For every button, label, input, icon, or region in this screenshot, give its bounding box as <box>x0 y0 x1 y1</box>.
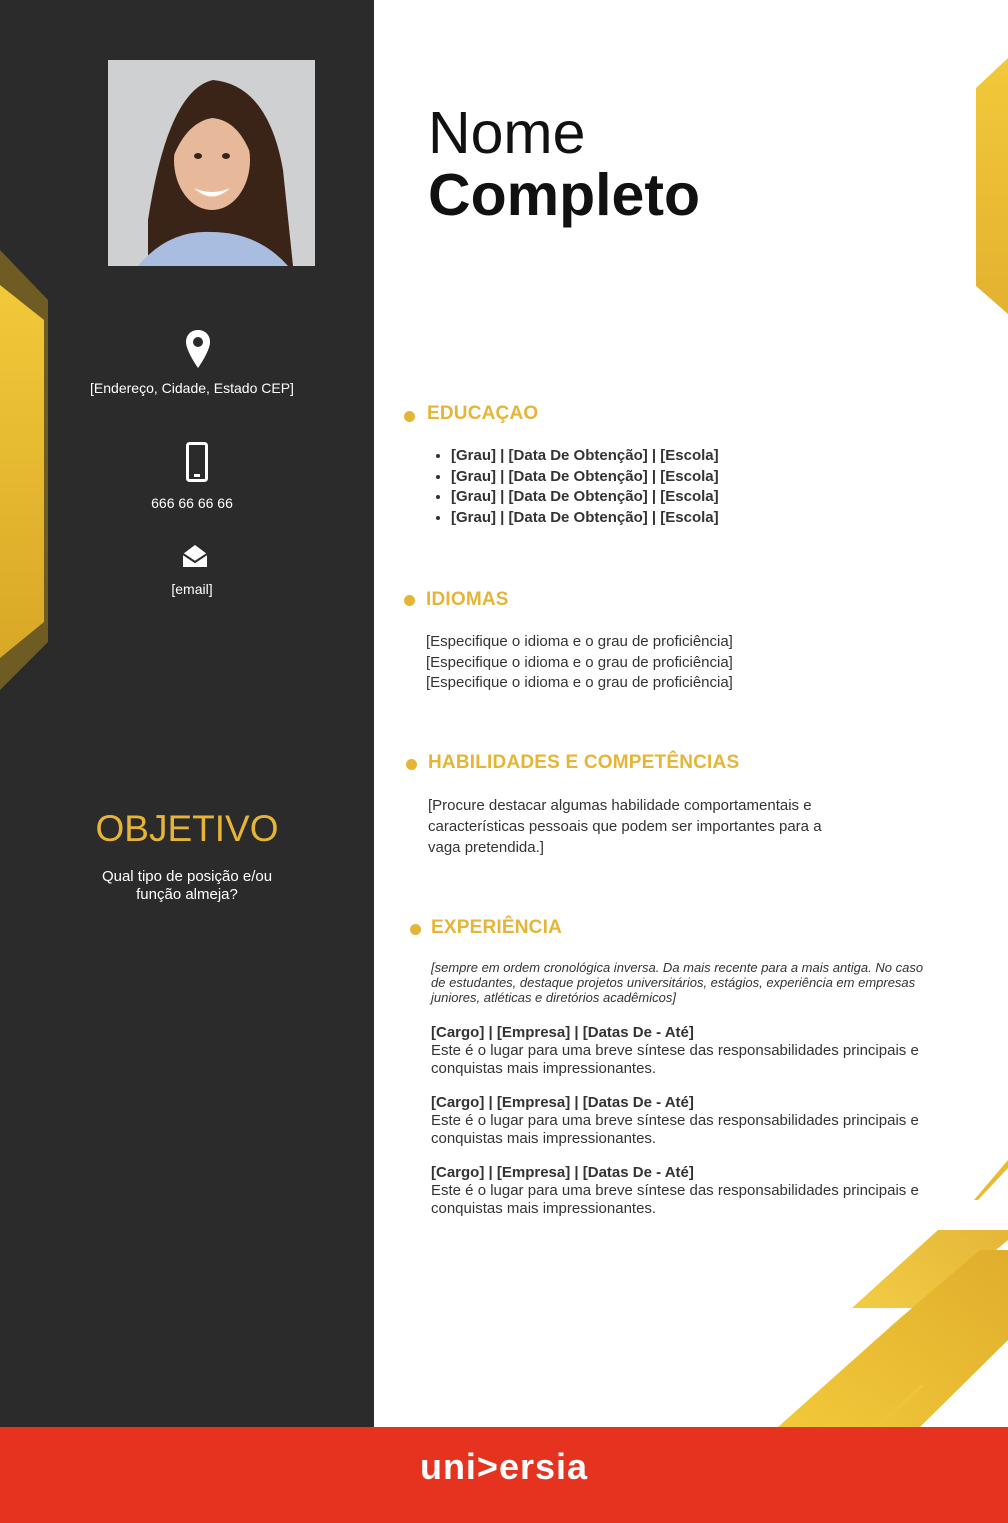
job-title: [Cargo] | [Empresa] | [Datas De - Até] <box>431 1164 694 1181</box>
languages-bullet <box>404 595 415 606</box>
right-top-decoration <box>976 58 1008 316</box>
language-item: [Especifique o idioma e o grau de proficiência] <box>426 674 733 691</box>
left-chevron-decoration <box>0 250 50 695</box>
experience-job <box>431 1094 931 1148</box>
education-item: • [Grau] | [Data De Obtenção] | [Escola] <box>451 508 719 529</box>
profile-photo <box>108 60 315 266</box>
job-description: Este é o lugar para uma breve síntese das responsabilidades principais e conquistas mais impressionantes. <box>431 1112 919 1147</box>
objective-title: OBJETIVO <box>95 808 279 849</box>
education-item: • [Grau] | [Data De Obtenção] | [Escola] <box>451 487 719 508</box>
language-item: [Especifique o idioma e o grau de proficiência] <box>426 653 733 671</box>
name-last: Completo <box>428 162 701 228</box>
education-bullet <box>404 411 415 422</box>
skills-text: [Procure destacar algumas habilidade comportamentais e características pessoais que podem ser importantes para a vaga pretendida.] <box>428 797 822 856</box>
name-first: Nome <box>428 100 586 166</box>
envelope-icon <box>182 544 208 568</box>
experience-intro: [sempre em ordem cronológica inversa. Da mais recente para a mais antiga. No caso de estudantes, destaque projetos universitários, estágios, experiência em empresas juniores, atléticas e diretórios acadêmicos] <box>431 960 924 1005</box>
contact-email: [email] <box>171 581 213 597</box>
location-pin-icon <box>186 330 210 370</box>
universia-logo[interactable]: uni>ersia <box>419 1446 589 1487</box>
phone-icon <box>186 442 208 482</box>
education-list <box>427 446 719 528</box>
education-title: EDUCAÇAO <box>427 403 539 424</box>
job-description: Este é o lugar para uma breve síntese das responsabilidades principais e conquistas mais impressionantes. <box>431 1042 919 1077</box>
contact-phone: 666 66 66 66 <box>151 495 233 511</box>
bottom-right-stripes-decoration <box>770 1160 1008 1427</box>
job-description: Este é o lugar para uma breve síntese das responsabilidades principais e conquistas mais impressionantes. <box>431 1182 919 1217</box>
job-title: [Cargo] | [Empresa] | [Datas De - Até] <box>431 1024 694 1041</box>
experience-job <box>431 1024 931 1078</box>
contact-address: [Endereço, Cidade, Estado CEP] <box>90 380 294 396</box>
languages-title: IDIOMAS <box>426 589 509 610</box>
objective-text: Qual tipo de posição e/ou função almeja? <box>101 868 273 903</box>
skills-bullet <box>406 759 417 770</box>
experience-title: EXPERIÊNCIA <box>431 917 563 938</box>
languages-list <box>426 632 733 694</box>
education-item: • [Grau] | [Data De Obtenção] | [Escola] <box>451 467 719 488</box>
job-title: [Cargo] | [Empresa] | [Datas De - Até] <box>431 1094 694 1111</box>
language-item: [Especifique o idioma e o grau de proficiência] <box>426 633 733 650</box>
skills-title: HABILIDADES E COMPETÊNCIAS <box>428 752 740 773</box>
education-item: • [Grau] | [Data De Obtenção] | [Escola] <box>451 446 719 467</box>
experience-bullet <box>410 924 421 935</box>
